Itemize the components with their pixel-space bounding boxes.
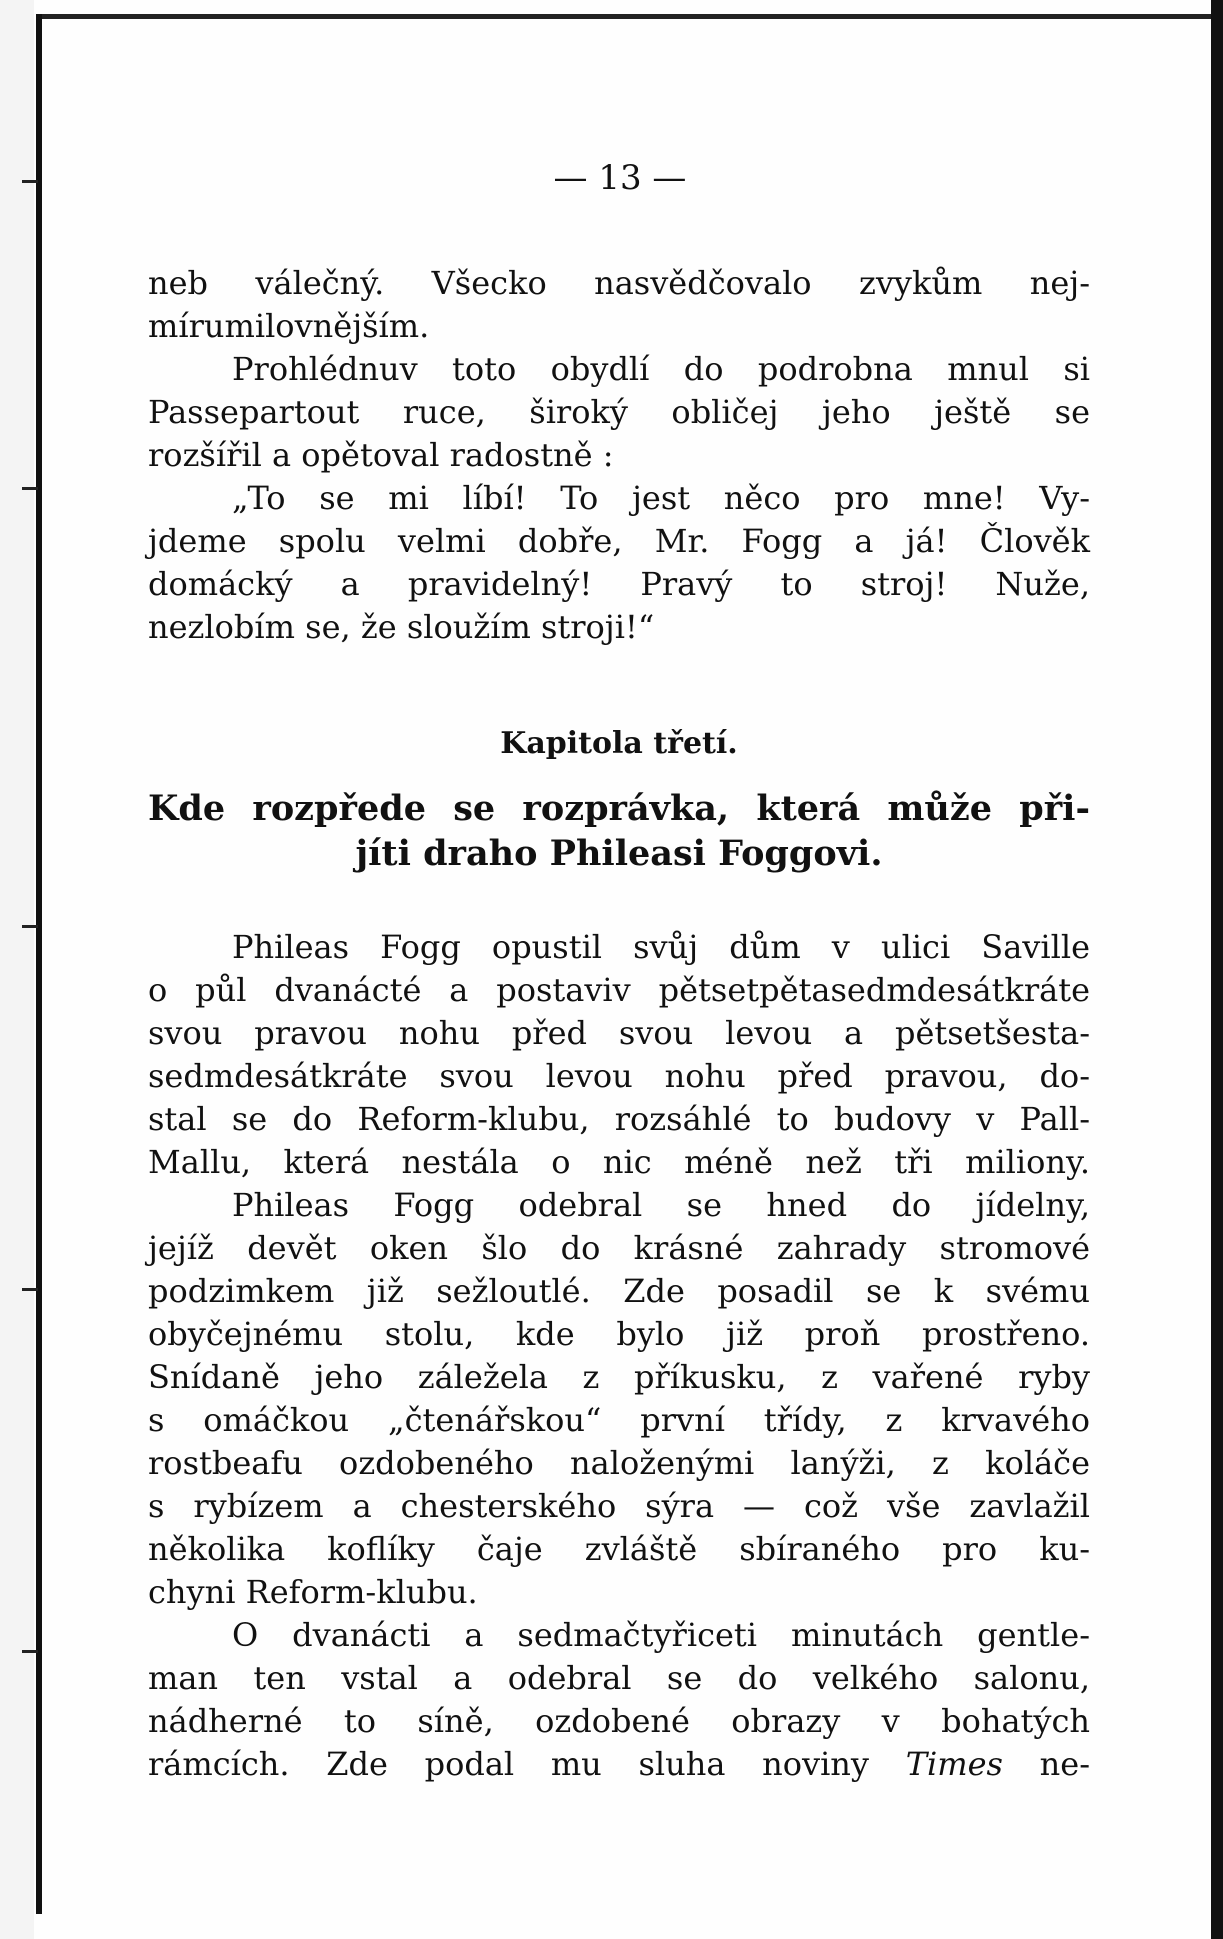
chapter-title-line: Kde rozpřede se rozprávka, která může při- [148,788,1090,829]
scan-mark [22,925,38,928]
text-line: Phileas Fogg opustil svůj dům v ulici Saville [232,928,1090,966]
scan-right-border [1211,0,1223,1939]
text-line: Mallu, která nestála o nic méně než tři miliony. [148,1143,1090,1181]
text-line: domácký a pravidelný! Pravý to stroj! Nuže, [148,565,1090,603]
page-number: — 13 — [553,158,687,198]
text-fragment: ne- [1002,1745,1091,1783]
text-line: o půl dvanácté a postaviv pětsetpětasedmdesátkráte [148,971,1090,1009]
italic-title-times: Times [905,1745,1003,1783]
text-block-main [148,926,1090,1786]
text-line: Phileas Fogg odebral se hned do jídelny, [232,1186,1090,1224]
chapter-title-line: jíti draho Phileasi Foggovi. [355,833,883,874]
text-line: sedmdesátkráte svou levou nohu před pravou, do- [148,1057,1090,1095]
scan-mark [22,180,38,183]
text-line: nezlobím se, že sloužím stroji!“ [148,608,655,646]
scan-mark [22,1288,38,1291]
text-line: nádherné to síně, ozdobené obrazy v bohatých [148,1702,1090,1740]
text-block-top [148,262,1090,649]
text-line: O dvanácti a sedmačtyřiceti minutách gentle- [232,1616,1090,1654]
text-line: Prohlédnuv toto obydlí do podrobna mnul si [232,350,1090,388]
text-line: „To se mi líbí! To jest něco pro mne! Vy- [232,479,1090,517]
text-line: Passepartout ruce, široký obličej jeho ještě se [148,393,1090,431]
text-line: obyčejnému stolu, kde bylo již proň prostřeno. [148,1315,1090,1353]
text-line: s rybízem a chesterského sýra — což vše zavlažil [148,1487,1090,1525]
text-line: podzimkem již sežloutlé. Zde posadil se k svému [148,1272,1090,1310]
text-line: Snídaně jeho záležela z příkusku, z vařené ryby [148,1358,1090,1396]
text-line [148,1743,1090,1786]
text-line: stal se do Reform-klubu, rozsáhlé to budovy v Pall- [148,1100,1090,1138]
text-line: jejíž devět oken šlo do krásné zahrady stromové [148,1229,1090,1267]
text-line: neb válečný. Všecko nasvědčovalo zvykům nej- [148,264,1090,302]
text-line: několika koflíky čaje zvláště sbíraného pro ku- [148,1530,1090,1568]
page-left-margin [0,0,34,1939]
scan-top-border [40,14,1213,19]
text-line: chyni Reform-klubu. [148,1573,478,1611]
scan-left-border [36,14,42,1914]
text-line: rozšířil a opětoval radostně : [148,436,614,474]
text-line: rostbeafu ozdobeného naloženými lanýži, z koláče [148,1444,1090,1482]
scan-mark [22,1650,38,1653]
text-fragment: rámcích. Zde podal mu sluha noviny [148,1745,906,1783]
text-line: svou pravou nohu před svou levou a pětsetšesta- [148,1014,1090,1052]
text-line: man ten vstal a odebral se do velkého salonu, [148,1659,1090,1697]
text-line: s omáčkou „čtenářskou“ první třídy, z krvavého [148,1401,1090,1439]
chapter-label: Kapitola třetí. [500,726,738,761]
text-line: jdeme spolu velmi dobře, Mr. Fogg a já! Člověk [148,522,1090,560]
chapter-title [148,786,1090,876]
text-line: mírumilovnějším. [148,307,430,345]
scan-mark [22,487,38,490]
